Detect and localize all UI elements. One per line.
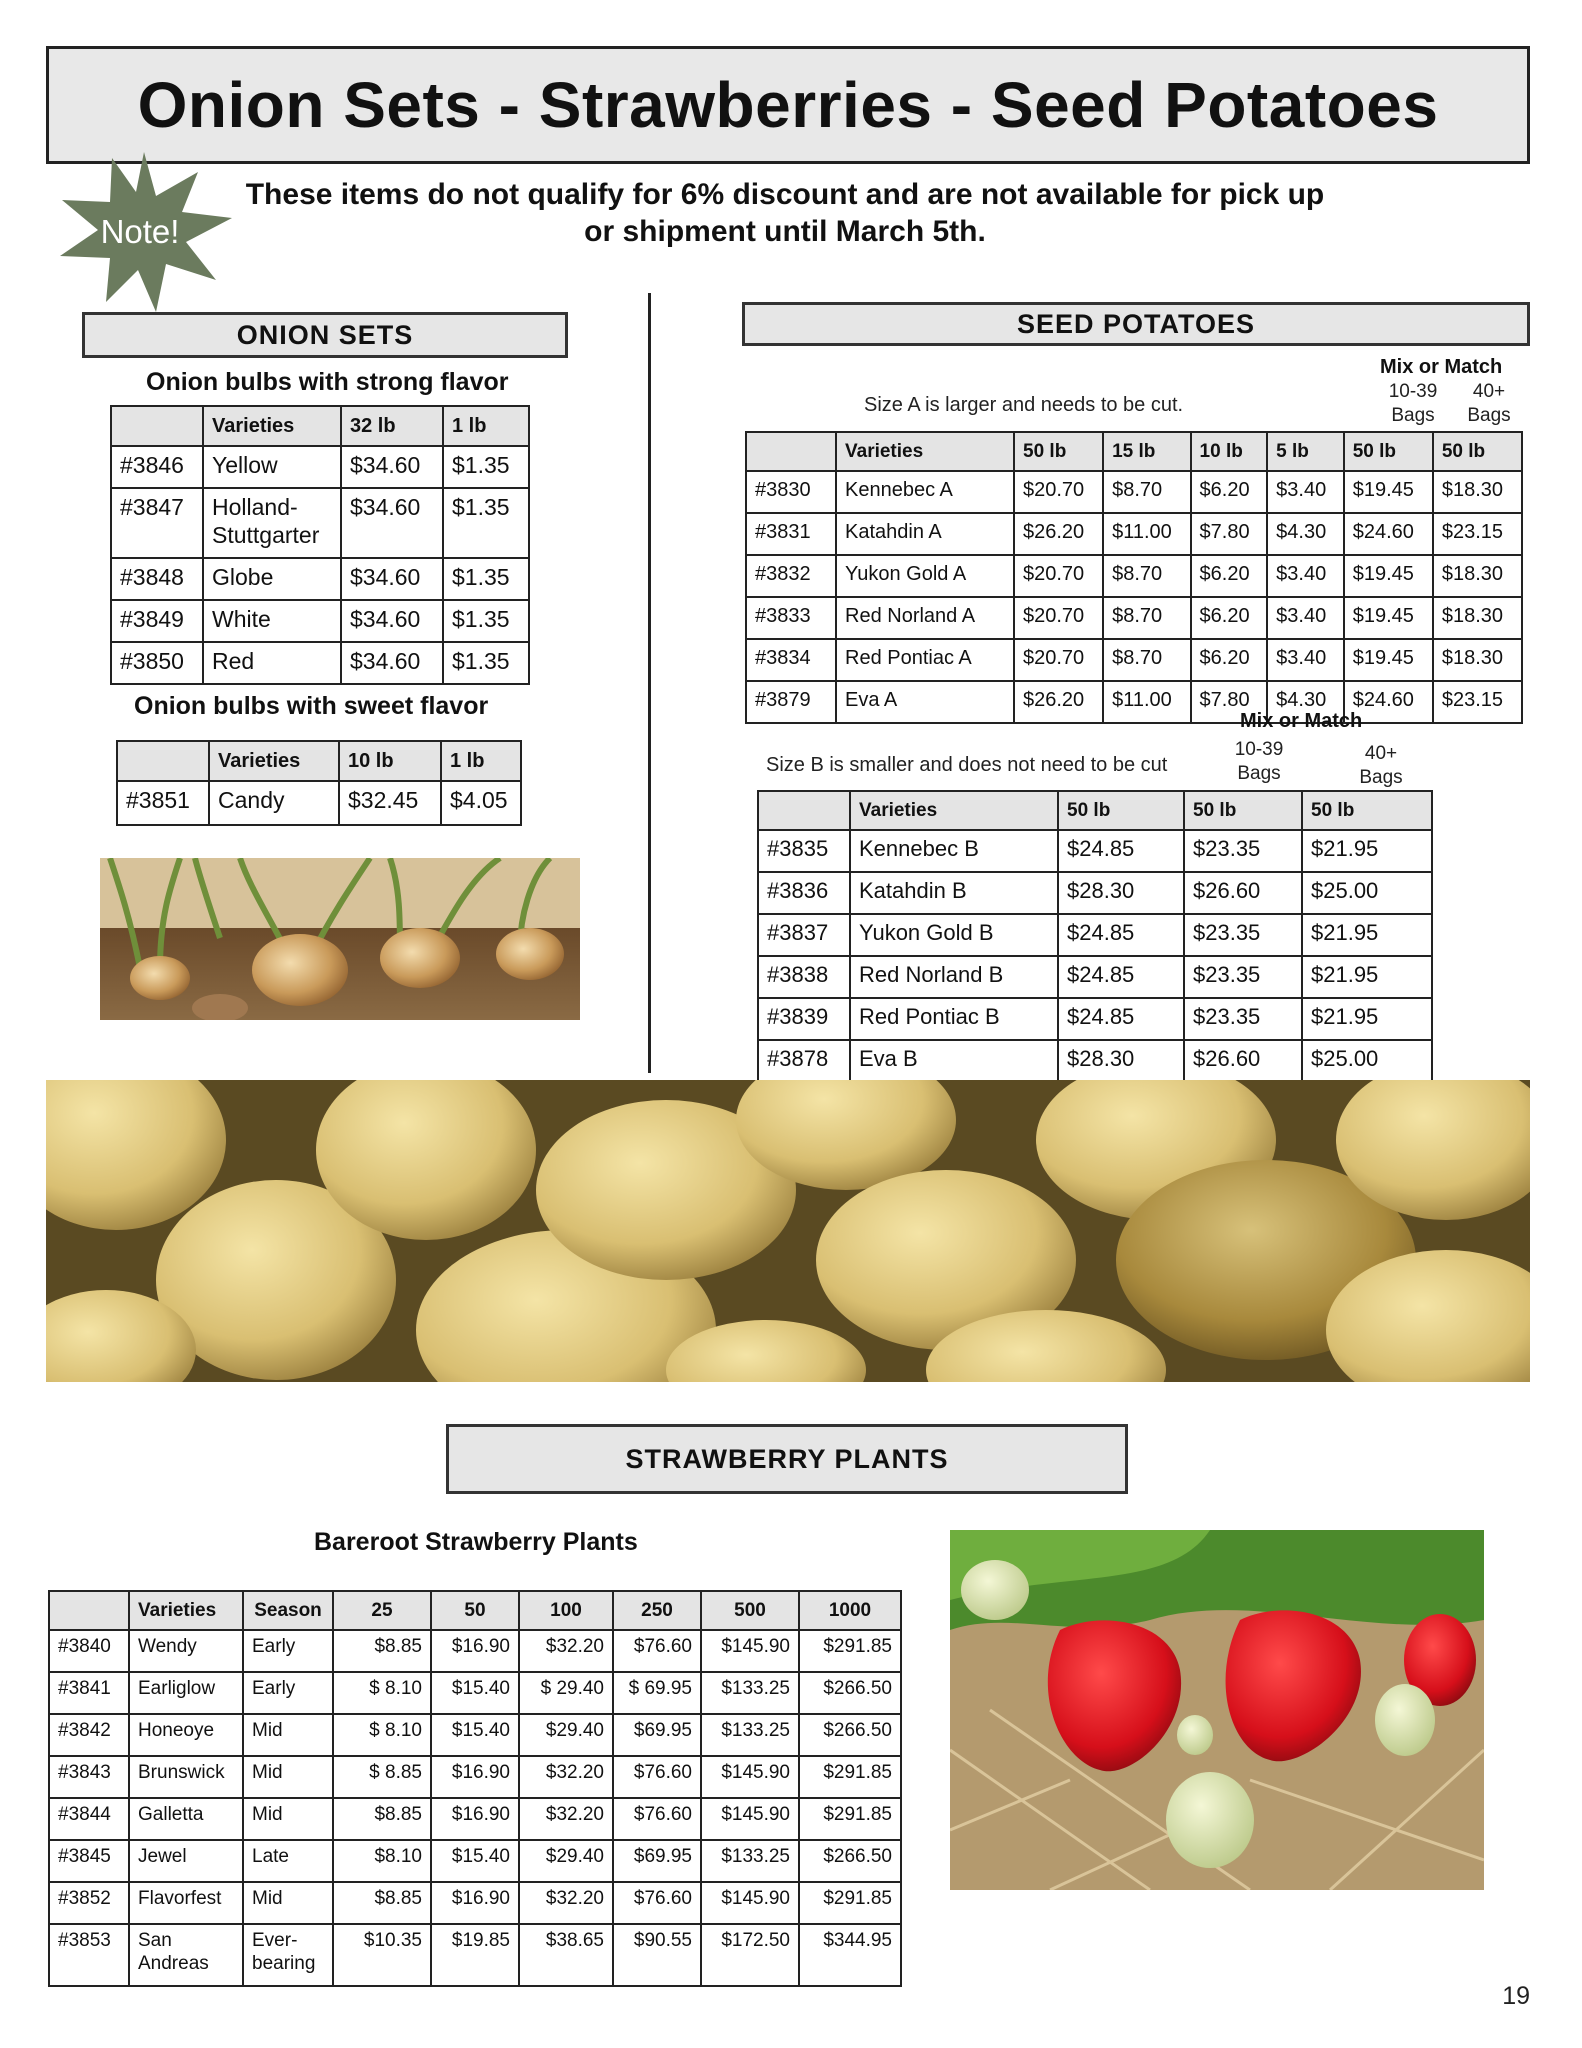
column-header: 10 lb	[1191, 432, 1268, 471]
price: $6.20	[1191, 555, 1268, 597]
column-header	[111, 406, 203, 446]
variety: Katahdin B	[850, 872, 1058, 914]
table-row	[111, 488, 529, 558]
price: $76.60	[613, 1630, 701, 1672]
price: $19.45	[1344, 471, 1433, 513]
table-row	[49, 1756, 901, 1798]
price: $23.35	[1184, 998, 1302, 1040]
variety: San Andreas	[129, 1924, 243, 1986]
potato-size-b-table	[757, 790, 1433, 1083]
table-row	[758, 956, 1432, 998]
price: $32.20	[519, 1756, 613, 1798]
column-header: 50 lb	[1058, 791, 1184, 830]
price: $10.35	[333, 1924, 431, 1986]
price: $34.60	[341, 488, 443, 558]
variety: Jewel	[129, 1840, 243, 1882]
price: $24.85	[1058, 914, 1184, 956]
price: $18.30	[1433, 597, 1522, 639]
price: $16.90	[431, 1882, 519, 1924]
season: Early	[243, 1672, 333, 1714]
note-line-1: These items do not qualify for 6% discount and are not available for pick up	[245, 178, 1325, 211]
price: $6.20	[1191, 597, 1268, 639]
price: $1.35	[443, 446, 529, 488]
table-row	[49, 1630, 901, 1672]
price: $23.15	[1433, 513, 1522, 555]
table-row	[111, 600, 529, 642]
column-header: 250	[613, 1591, 701, 1630]
price: $291.85	[799, 1756, 901, 1798]
season: Ever-bearing	[243, 1924, 333, 1986]
price: $7.80	[1191, 681, 1268, 723]
variety: Red Norland A	[836, 597, 1014, 639]
table-row	[758, 872, 1432, 914]
season: Mid	[243, 1756, 333, 1798]
item-number: #3878	[758, 1040, 850, 1082]
strawberry-table	[48, 1590, 902, 1987]
bags-word: Bags	[1391, 405, 1435, 426]
column-header: 50 lb	[1433, 432, 1522, 471]
item-number: #3851	[117, 781, 209, 825]
price: $15.40	[431, 1714, 519, 1756]
price: $24.85	[1058, 956, 1184, 998]
price: $1.35	[443, 488, 529, 558]
item-number: #3835	[758, 830, 850, 872]
onion-sweet-table	[116, 740, 522, 826]
price: $32.20	[519, 1798, 613, 1840]
item-number: #3852	[49, 1882, 129, 1924]
column-header: 1 lb	[443, 406, 529, 446]
table-row	[758, 998, 1432, 1040]
variety: Red Pontiac A	[836, 639, 1014, 681]
price: $8.70	[1103, 555, 1190, 597]
bags-range: 40+	[1364, 743, 1398, 764]
variety: Eva B	[850, 1040, 1058, 1082]
price: $23.35	[1184, 956, 1302, 998]
price: $344.95	[799, 1924, 901, 1986]
price: $28.30	[1058, 1040, 1184, 1082]
column-header: 50 lb	[1184, 791, 1302, 830]
price: $291.85	[799, 1630, 901, 1672]
column-header: 50	[431, 1591, 519, 1630]
table-row	[746, 471, 1522, 513]
table-row	[758, 914, 1432, 956]
item-number: #3836	[758, 872, 850, 914]
table-row	[746, 681, 1522, 723]
column-header: 100	[519, 1591, 613, 1630]
bags-range: 10-39	[1234, 739, 1284, 760]
price: $28.30	[1058, 872, 1184, 914]
price: $29.40	[519, 1714, 613, 1756]
price: $69.95	[613, 1840, 701, 1882]
price: $266.50	[799, 1714, 901, 1756]
price: $21.95	[1302, 830, 1432, 872]
price: $32.20	[519, 1630, 613, 1672]
price: $8.85	[333, 1630, 431, 1672]
price: $24.60	[1344, 513, 1433, 555]
price: $ 8.10	[333, 1672, 431, 1714]
variety-line-2: Stuttgarter	[212, 522, 320, 548]
price: $16.90	[431, 1630, 519, 1672]
price: $32.45	[339, 781, 441, 825]
size-a-note: Size A is larger and needs to be cut.	[864, 394, 1184, 416]
variety: Yellow	[203, 446, 341, 488]
table-header-row	[49, 1591, 901, 1630]
price: $26.20	[1014, 681, 1103, 723]
item-number: #3831	[746, 513, 836, 555]
price: $21.95	[1302, 956, 1432, 998]
season: Mid	[243, 1798, 333, 1840]
item-number: #3844	[49, 1798, 129, 1840]
price: $24.85	[1058, 998, 1184, 1040]
price: $76.60	[613, 1882, 701, 1924]
price: $8.70	[1103, 471, 1190, 513]
price: $20.70	[1014, 471, 1103, 513]
page-title-box	[46, 46, 1530, 164]
variety: Yukon Gold B	[850, 914, 1058, 956]
price: $21.95	[1302, 914, 1432, 956]
variety	[203, 488, 341, 558]
price: $145.90	[701, 1882, 799, 1924]
item-number: #3849	[111, 600, 203, 642]
mix-match-label-b: Mix or Match	[1240, 710, 1363, 732]
potato-size-a-table	[745, 431, 1523, 724]
variety: Eva A	[836, 681, 1014, 723]
bags-range: 40+	[1472, 381, 1506, 402]
column-header: 50 lb	[1014, 432, 1103, 471]
item-number: #3834	[746, 639, 836, 681]
price: $7.80	[1191, 513, 1268, 555]
price: $90.55	[613, 1924, 701, 1986]
table-row	[746, 555, 1522, 597]
variety: Yukon Gold A	[836, 555, 1014, 597]
column-header	[746, 432, 836, 471]
table-row	[746, 597, 1522, 639]
price: $8.70	[1103, 597, 1190, 639]
price: $145.90	[701, 1756, 799, 1798]
onion-strong-table	[110, 405, 530, 685]
note-line-2: or shipment until March 5th.	[584, 215, 986, 248]
column-header: Varieties	[209, 741, 339, 781]
variety: Globe	[203, 558, 341, 600]
price: $291.85	[799, 1882, 901, 1924]
price: $16.90	[431, 1756, 519, 1798]
column-header	[758, 791, 850, 830]
item-number: #3879	[746, 681, 836, 723]
bags-label-a-1	[1378, 380, 1448, 428]
column-header: 5 lb	[1267, 432, 1344, 471]
price: $1.35	[443, 600, 529, 642]
price: $23.35	[1184, 830, 1302, 872]
item-number: #3841	[49, 1672, 129, 1714]
variety: Galletta	[129, 1798, 243, 1840]
price: $16.90	[431, 1798, 519, 1840]
page-number: 19	[1502, 1982, 1530, 2010]
table-row	[746, 639, 1522, 681]
price: $6.20	[1191, 471, 1268, 513]
price: $133.25	[701, 1840, 799, 1882]
price: $20.70	[1014, 639, 1103, 681]
price: $25.00	[1302, 1040, 1432, 1082]
table-row	[746, 513, 1522, 555]
variety: Flavorfest	[129, 1882, 243, 1924]
price: $76.60	[613, 1798, 701, 1840]
column-header: Varieties	[129, 1591, 243, 1630]
table-row	[49, 1924, 901, 1986]
bags-word: Bags	[1237, 763, 1281, 784]
price: $26.20	[1014, 513, 1103, 555]
item-number: #3847	[111, 488, 203, 558]
price: $4.30	[1267, 681, 1344, 723]
table-row	[111, 558, 529, 600]
column-header: 1 lb	[441, 741, 521, 781]
price: $8.85	[333, 1798, 431, 1840]
price: $23.35	[1184, 914, 1302, 956]
variety-line-1: Holland-	[212, 494, 298, 520]
column-header: 32 lb	[341, 406, 443, 446]
price: $19.85	[431, 1924, 519, 1986]
price: $24.85	[1058, 830, 1184, 872]
table-row	[111, 446, 529, 488]
strawberries-image	[950, 1530, 1484, 1890]
bags-range: 10-39	[1388, 381, 1438, 402]
item-number: #3832	[746, 555, 836, 597]
table-row	[758, 1040, 1432, 1082]
price: $ 69.95	[613, 1672, 701, 1714]
table-header-row	[111, 406, 529, 446]
size-b-note: Size B is smaller and does not need to be cut	[766, 754, 1168, 776]
item-number: #3853	[49, 1924, 129, 1986]
table-row	[49, 1714, 901, 1756]
table-row	[758, 830, 1432, 872]
season: Early	[243, 1630, 333, 1672]
onion-field-image	[100, 858, 580, 1020]
price: $ 29.40	[519, 1672, 613, 1714]
price: $1.35	[443, 558, 529, 600]
price: $34.60	[341, 642, 443, 684]
onion-sets-header: ONION SETS	[82, 312, 568, 358]
price: $11.00	[1103, 681, 1190, 723]
onion-strong-title: Onion bulbs with strong flavor	[146, 368, 509, 396]
bags-word: Bags	[1467, 405, 1511, 426]
price: $24.60	[1344, 681, 1433, 723]
bags-label-a-2	[1454, 380, 1524, 428]
price: $6.20	[1191, 639, 1268, 681]
seed-potatoes-header: SEED POTATOES	[742, 302, 1530, 346]
variety: Red Pontiac B	[850, 998, 1058, 1040]
price: $3.40	[1267, 639, 1344, 681]
price: $19.45	[1344, 639, 1433, 681]
onion-sweet-title: Onion bulbs with sweet flavor	[134, 692, 489, 720]
potatoes-image	[46, 1080, 1530, 1382]
variety: Wendy	[129, 1630, 243, 1672]
variety: Earliglow	[129, 1672, 243, 1714]
item-number: #3830	[746, 471, 836, 513]
variety: Honeoye	[129, 1714, 243, 1756]
column-header	[49, 1591, 129, 1630]
item-number: #3837	[758, 914, 850, 956]
variety: White	[203, 600, 341, 642]
table-row	[49, 1840, 901, 1882]
table-row	[49, 1882, 901, 1924]
table-row	[49, 1798, 901, 1840]
price: $29.40	[519, 1840, 613, 1882]
column-header	[117, 741, 209, 781]
availability-note	[200, 176, 1370, 250]
variety: Kennebec B	[850, 830, 1058, 872]
item-number: #3845	[49, 1840, 129, 1882]
table-header-row	[758, 791, 1432, 830]
item-number: #3850	[111, 642, 203, 684]
column-header: Varieties	[203, 406, 341, 446]
price: $18.30	[1433, 639, 1522, 681]
bags-label-b-1	[1214, 738, 1304, 786]
price: $21.95	[1302, 998, 1432, 1040]
price: $19.45	[1344, 597, 1433, 639]
price: $3.40	[1267, 471, 1344, 513]
price: $26.60	[1184, 1040, 1302, 1082]
column-header: Season	[243, 1591, 333, 1630]
price: $172.50	[701, 1924, 799, 1986]
price: $4.05	[441, 781, 521, 825]
column-divider	[648, 293, 651, 1073]
variety: Kennebec A	[836, 471, 1014, 513]
price: $145.90	[701, 1798, 799, 1840]
column-header: Varieties	[850, 791, 1058, 830]
column-header: 1000	[799, 1591, 901, 1630]
variety: Candy	[209, 781, 339, 825]
price: $145.90	[701, 1630, 799, 1672]
table-header-row	[746, 432, 1522, 471]
season: Mid	[243, 1882, 333, 1924]
table-row	[49, 1672, 901, 1714]
price: $26.60	[1184, 872, 1302, 914]
item-number: #3842	[49, 1714, 129, 1756]
item-number: #3839	[758, 998, 850, 1040]
price: $1.35	[443, 642, 529, 684]
column-header: 50 lb	[1344, 432, 1433, 471]
price: $11.00	[1103, 513, 1190, 555]
price: $19.45	[1344, 555, 1433, 597]
column-header: 50 lb	[1302, 791, 1432, 830]
price: $25.00	[1302, 872, 1432, 914]
season: Mid	[243, 1714, 333, 1756]
bags-label-b-2	[1336, 742, 1426, 790]
column-header: 15 lb	[1103, 432, 1190, 471]
price: $32.20	[519, 1882, 613, 1924]
price: $76.60	[613, 1756, 701, 1798]
item-number: #3838	[758, 956, 850, 998]
page-title: Onion Sets - Strawberries - Seed Potatoes	[137, 69, 1439, 141]
price: $3.40	[1267, 555, 1344, 597]
table-header-row	[117, 741, 521, 781]
strawberry-plants-header: STRAWBERRY PLANTS	[446, 1424, 1128, 1494]
variety: Red	[203, 642, 341, 684]
item-number: #3848	[111, 558, 203, 600]
price: $20.70	[1014, 555, 1103, 597]
column-header: Varieties	[836, 432, 1014, 471]
column-header: 500	[701, 1591, 799, 1630]
price: $18.30	[1433, 471, 1522, 513]
season: Late	[243, 1840, 333, 1882]
price: $133.25	[701, 1672, 799, 1714]
note-badge-label: Note!	[100, 213, 180, 250]
column-header: 25	[333, 1591, 431, 1630]
price: $34.60	[341, 558, 443, 600]
price: $23.15	[1433, 681, 1522, 723]
price: $8.10	[333, 1840, 431, 1882]
mix-match-label-a: Mix or Match	[1380, 356, 1503, 378]
price: $34.60	[341, 446, 443, 488]
column-header: 10 lb	[339, 741, 441, 781]
item-number: #3840	[49, 1630, 129, 1672]
table-row	[111, 642, 529, 684]
price: $ 8.85	[333, 1756, 431, 1798]
price: $34.60	[341, 600, 443, 642]
price: $133.25	[701, 1714, 799, 1756]
variety: Katahdin A	[836, 513, 1014, 555]
price: $15.40	[431, 1672, 519, 1714]
item-number: #3846	[111, 446, 203, 488]
price: $15.40	[431, 1840, 519, 1882]
price: $3.40	[1267, 597, 1344, 639]
price: $8.85	[333, 1882, 431, 1924]
strawberry-subtitle: Bareroot Strawberry Plants	[314, 1528, 638, 1556]
item-number: #3843	[49, 1756, 129, 1798]
price: $8.70	[1103, 639, 1190, 681]
price: $4.30	[1267, 513, 1344, 555]
item-number: #3833	[746, 597, 836, 639]
price: $ 8.10	[333, 1714, 431, 1756]
price: $69.95	[613, 1714, 701, 1756]
price: $38.65	[519, 1924, 613, 1986]
price: $291.85	[799, 1798, 901, 1840]
variety: Brunswick	[129, 1756, 243, 1798]
price: $18.30	[1433, 555, 1522, 597]
price: $266.50	[799, 1672, 901, 1714]
price: $266.50	[799, 1840, 901, 1882]
price: $20.70	[1014, 597, 1103, 639]
bags-word: Bags	[1359, 767, 1403, 788]
variety: Red Norland B	[850, 956, 1058, 998]
table-row	[117, 781, 521, 825]
